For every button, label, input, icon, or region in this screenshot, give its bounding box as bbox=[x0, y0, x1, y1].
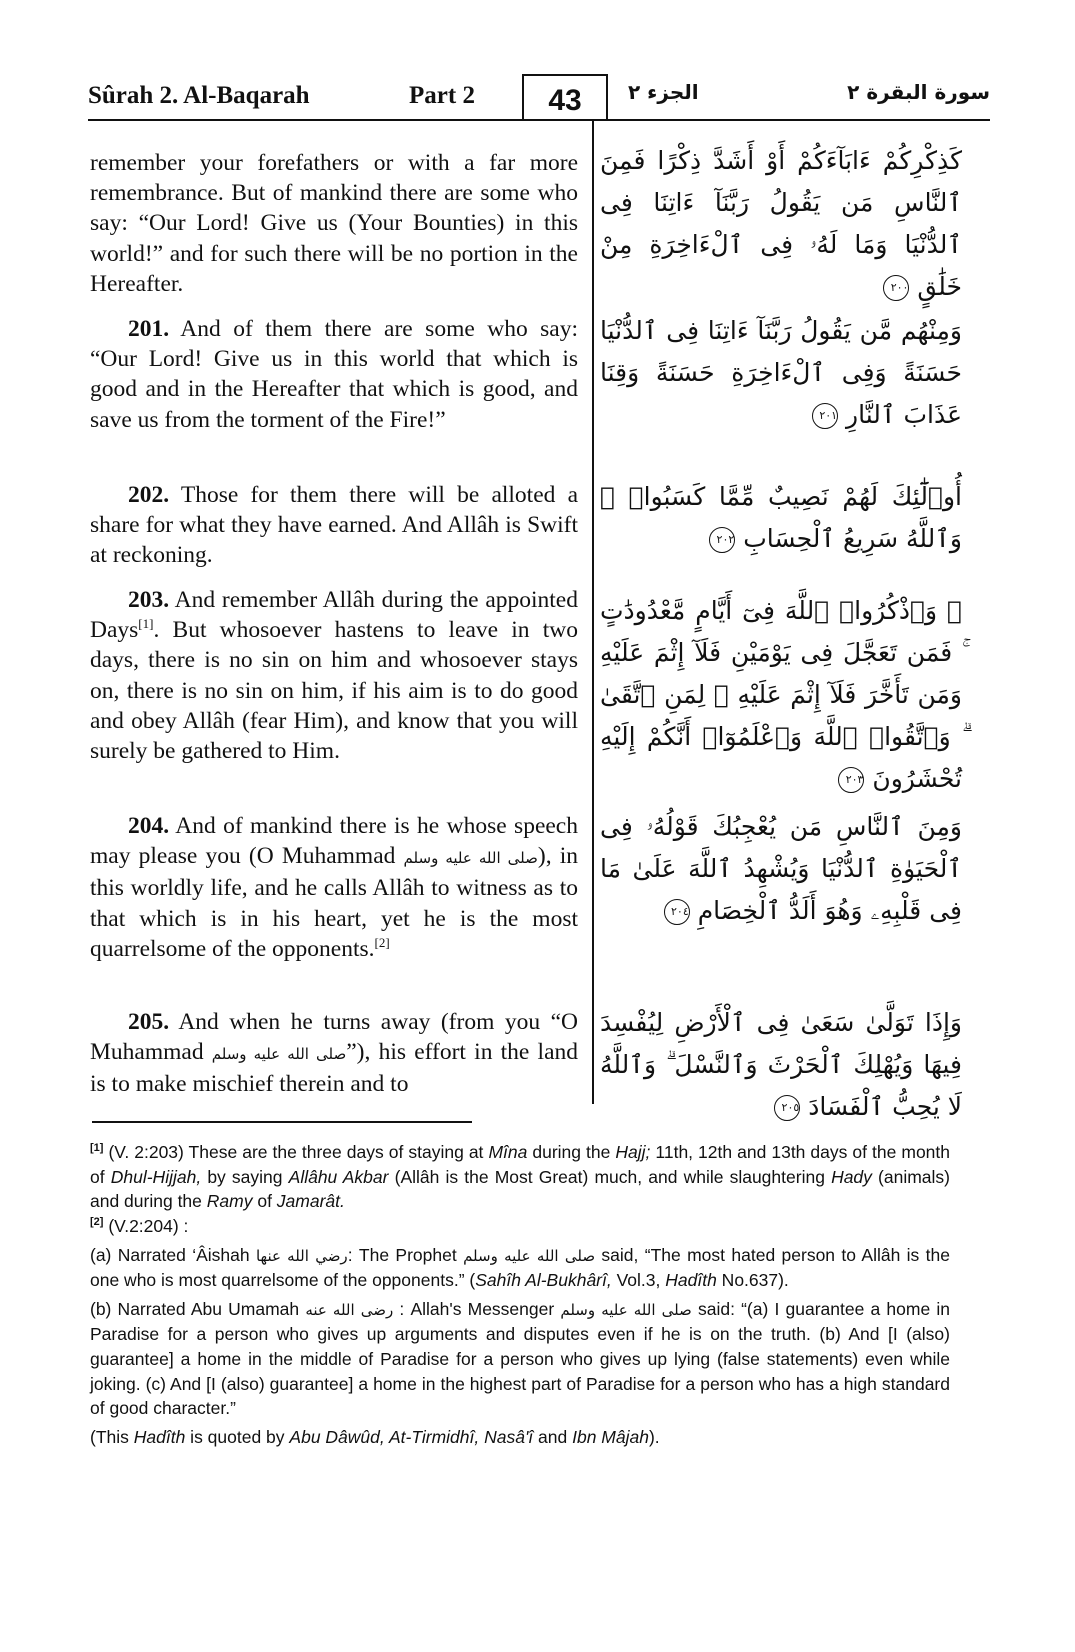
salawat-inline: صلى الله عليه وسلم bbox=[211, 1045, 347, 1064]
hadith-a: (a) Narrated ‘Âishah رضي الله عنها: The Prophet صلى الله عليه وسلم said, “The most hated person to Allâh is the one who is most quarrelsome of the opponents.” (Sahîh Al-Bukhârî, Vol.3, Hadîth No.637). bbox=[90, 1244, 950, 1291]
verse-text: . But whosoever hastens to leave in two days, there is no sin on him and whosoever stays on, there is no sin on him, if his aim is to do good and obey Allâh (fear Him), and know that you will surely be gathered to Him. bbox=[90, 617, 578, 765]
arabic-verse-201: وَمِنْهُم مَّن يَقُولُ رَبَّنَآ ءَاتِنَا فِى ٱلدُّنْيَا حَسَنَةً وَفِى ٱلْءَاخِرَةِ حَسَنَةً وَقِنَا عَذَابَ ٱلنَّارِ ٢٠١ bbox=[600, 316, 962, 429]
verse-text: And of mankind there is he whose speech may please you (O Muhammad bbox=[90, 813, 578, 870]
footnote-2: [2] (V.2:204) : (a) Narrated ‘Âishah رضي الله عنها: The Prophet صلى الله عليه وسلم said, “The most hated person to Allâh is the one who is most quarrelsome of the opponents.” (Sahîh Al-Bukhârî, Vol.3, Hadîth No.637). (b) Narrated Abu Umamah رضى الله عنه : Allah's Messenger صلى الله عليه وسلم said: “(a) I guarantee a home in Paradise for a person who gives up arguments and disputes even if he is on the truth. (b) And [I (also) guarantee] a home in the middle of Paradise for a person who gives up lying (false statements) even while joking. (c) And [I (also) guarantee] a home in the highest part of Paradise for a person who has a high standard of good character.” (This Hadîth is quoted by Abu Dâwûd, At-Tirmidhî, Nasâ'î and Ibn Mâjah). bbox=[90, 1214, 950, 1449]
verse-number: 203. bbox=[128, 587, 170, 613]
column-divider bbox=[592, 121, 594, 1104]
ayah-end-marker: ٢٠٠ bbox=[883, 275, 909, 301]
verse-number: 204. bbox=[128, 813, 170, 839]
verse-number: 201. bbox=[128, 316, 170, 342]
ayah-end-marker: ٢٠٢ bbox=[709, 527, 735, 553]
footnote-1: [1] (V. 2:203) These are the three days of staying at Mîna during the Hajj; 11th, 12th and 13th days of the month of Dhul-Hijjah, by saying Allâhu Akbar (Allâh is the Most Great) much, and while slaughtering Hady (animals) and during the Ramy of Jamarât. bbox=[90, 1142, 951, 1212]
page-header bbox=[88, 74, 990, 122]
arabic-verse-204: وَمِنَ ٱلنَّاسِ مَن يُعْجِبُكَ قَوْلُهُۥ فِى ٱلْحَيَوٰةِ ٱلدُّنْيَا وَيُشْهِدُ ٱللَّهَ عَلَىٰ مَا فِى قَلْبِهِۦ وَهُوَ أَلَدُّ ٱلْخِصَامِ ٢٠٤ bbox=[600, 812, 962, 925]
verse-text: And when he turns away (from you “O Muhammad bbox=[90, 1009, 578, 1066]
arabic-verse-200: كَذِكْرِكُمْ ءَابَآءَكُمْ أَوْ أَشَدَّ ذِكْرًا فَمِنَ ٱلنَّاسِ مَن يَقُولُ رَبَّنَآ ءَاتِنَا فِى ٱلدُّنْيَا وَمَا لَهُۥ فِى ٱلْءَاخِرَةِ مِنْ خَلَٰقٍ ٢٠٠ bbox=[600, 146, 962, 301]
header-rule bbox=[88, 119, 990, 121]
footnote-marker: [1] bbox=[90, 1142, 104, 1155]
part-label: Part 2 bbox=[409, 82, 475, 109]
verse-number: 205. bbox=[128, 1009, 170, 1035]
english-translation-column bbox=[90, 148, 578, 1100]
ayah-end-marker: ٢٠٥ bbox=[774, 1095, 800, 1121]
surah-title: Sûrah 2. Al-Baqarah bbox=[88, 82, 310, 109]
ayah-end-marker: ٢٠٣ bbox=[838, 767, 864, 793]
verse-text: And remember Allâh during the appointed Days bbox=[90, 587, 578, 644]
arabic-part-label: الجزء ٢ bbox=[628, 80, 699, 104]
verse-205 bbox=[90, 1007, 578, 1100]
footnote-rule bbox=[92, 1121, 472, 1123]
verse-204 bbox=[90, 811, 578, 992]
salawat-inline: صلى الله عليه وسلم bbox=[403, 849, 538, 868]
verse-text: ), in this worldly life, and he calls Allâh to witness as to that which is in his heart, yet he is the most quarrelsome of the opponents. bbox=[90, 843, 579, 962]
hadith-b: (b) Narrated Abu Umamah رضى الله عنه : Allah's Messenger صلى الله عليه وسلم said: “(a) I guarantee a home in Paradise for a person who gives up arguments and disputes even if he is on the truth. (b) And [I (also) guarantee] a home in the middle of Paradise for a person who gives up lying (false statements) even while joking. (c) And [I (also) guarantee] a home in the highest part of Paradise for a person who has a high standard of good character.” bbox=[90, 1298, 950, 1419]
verse-text: ”), his effort in the land is to make mischief therein and to bbox=[90, 1039, 579, 1098]
verse-text: Those for them there will be alloted a share for what they have earned. And Allâh is Swift at reckoning. bbox=[90, 482, 578, 569]
verse-text: And of them there are some who say: “Our Lord! Give us in this world that which is good and in the Hereafter that which is good, and save us from the torment of the Fire!” bbox=[90, 316, 578, 433]
hadith-source: (This Hadîth is quoted by Abu Dâwûd, At-Tirmidhî, Nasâ'î and Ibn Mâjah). bbox=[90, 1426, 660, 1447]
arabic-verse-205: وَإِذَا تَوَلَّىٰ سَعَىٰ فِى ٱلْأَرْضِ لِيُفْسِدَ فِيهَا وَيُهْلِكَ ٱلْحَرْثَ وَٱلنَّسْلَ ۗ وَٱللَّهُ لَا يُحِبُّ ٱلْفَسَادَ ٢٠٥ bbox=[600, 1008, 962, 1121]
arabic-verse-203: ۞ وَٱذْكُرُوا۟ ٱللَّهَ فِىٓ أَيَّامٍ مَّعْدُودَٰتٍ ۚ فَمَن تَعَجَّلَ فِى يَوْمَيْنِ فَلَآ إِثْمَ عَلَيْهِ وَمَن تَأَخَّرَ فَلَآ إِثْمَ عَلَيْهِ ۚ لِمَنِ ٱتَّقَىٰ ۗ وَٱتَّقُوا۟ ٱللَّهَ وَٱعْلَمُوٓا۟ أَنَّكُمْ إِلَيْهِ تُحْشَرُونَ ٢٠٣ bbox=[600, 596, 962, 793]
verse-202 bbox=[90, 480, 578, 570]
ayah-end-marker: ٢٠٤ bbox=[664, 899, 690, 925]
footnote-ref-1[interactable]: [1] bbox=[138, 616, 154, 632]
footnote-ref-2[interactable]: [2] bbox=[374, 934, 390, 950]
ayah-end-marker: ٢٠١ bbox=[812, 403, 838, 429]
page-number: 43 bbox=[522, 74, 608, 120]
continuation-paragraph: remember your forefathers or with a far more remembrance. But of mankind there are some who say: “Our Lord! Give us (Your Bounties) in this world!” and for such there will be no portion in the Hereafter. bbox=[90, 150, 578, 297]
verse-203 bbox=[90, 585, 578, 796]
arabic-verse-202: أُو۟لَٰٓئِكَ لَهُمْ نَصِيبٌ مِّمَّا كَسَبُوا۟ ۚ وَٱللَّهُ سَرِيعُ ٱلْحِسَابِ ٢٠٢ bbox=[600, 482, 962, 553]
verse-201 bbox=[90, 314, 578, 465]
footnote-marker: [2] bbox=[90, 1216, 104, 1229]
arabic-surah-title: سورة البقرة ٢ bbox=[847, 80, 990, 104]
verse-number: 202. bbox=[128, 482, 170, 508]
